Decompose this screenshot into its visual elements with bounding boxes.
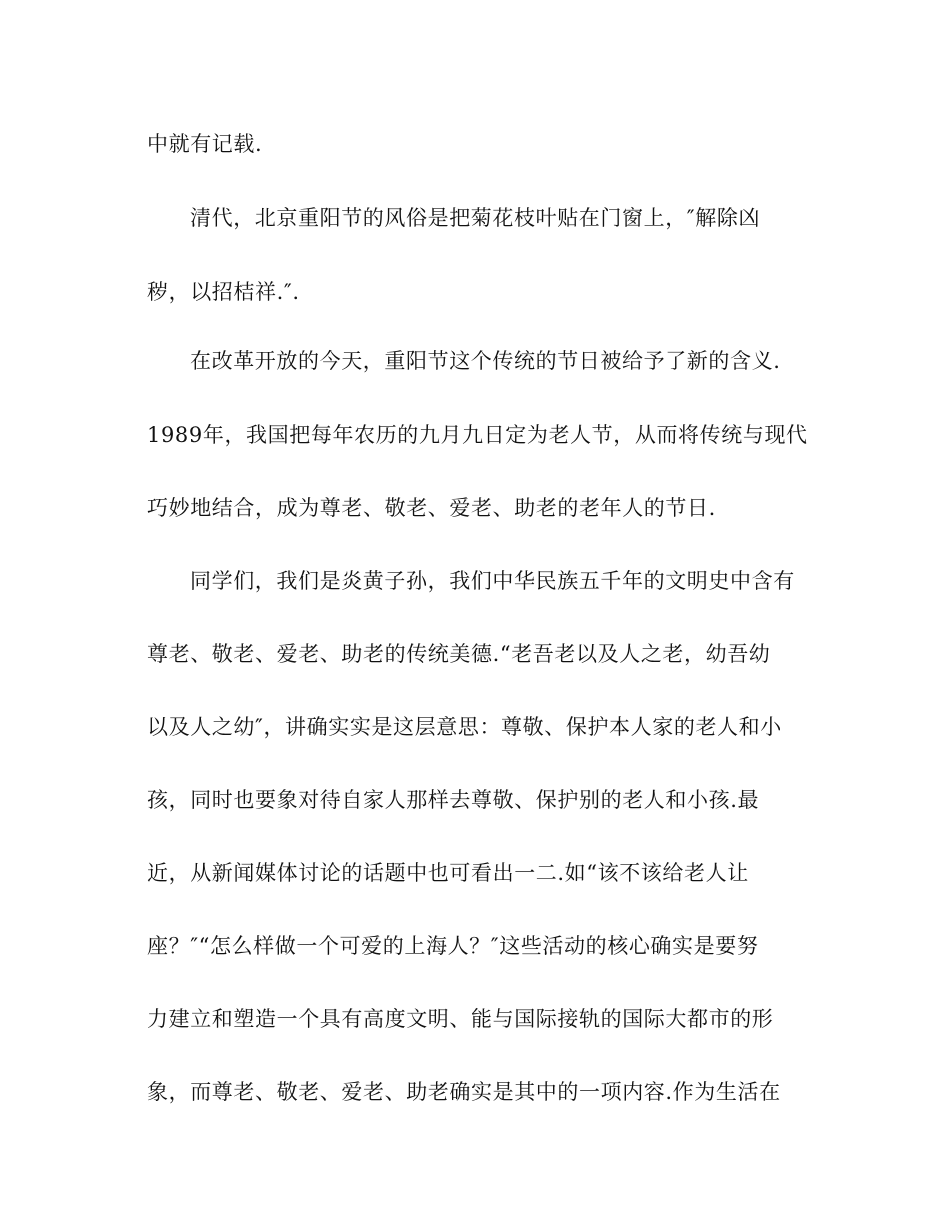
text-line: 象，而尊老、敬老、爱老、助老确实是其中的一项内容.作为生活在 (147, 1080, 781, 1104)
paragraph-start-line: 同学们，我们是炎黄子孙，我们中华民族五千年的文明史中含有 (190, 569, 795, 593)
text-line: 近，从新闻媒体讨论的话题中也可看出一二.如“该不该给老人让 (147, 861, 749, 885)
text-line: 中就有记载. (147, 132, 263, 156)
text-line: 巧妙地结合，成为尊老、敬老、爱老、助老的老年人的节日. (147, 496, 716, 520)
text-line: 力建立和塑造一个具有高度文明、能与国际接轨的国际大都市的形 (147, 1007, 774, 1031)
text-line: 1989年，我国把每年农历的九月九日定为老人节，从而将传统与现代 (147, 423, 808, 447)
text-line: 孩，同时也要象对待自家人那样去尊敬、保护别的老人和小孩.最 (147, 788, 760, 812)
text-line: 秽，以招桔祥.″. (147, 280, 300, 304)
text-line: 以及人之幼″，讲确实实是这层意思：尊敬、保护本人家的老人和小 (147, 715, 782, 739)
text-line: 尊老、敬老、爱老、助老的传统美德.“老吾老以及人之老，幼吾幼 (147, 642, 771, 666)
paragraph-start-line: 清代，北京重阳节的风俗是把菊花枝叶贴在门窗上，″解除凶 (190, 206, 761, 230)
text-line: 座？″“怎么样做一个可爱的上海人？″这些活动的核心确实是要努 (147, 934, 759, 958)
paragraph-start-line: 在改革开放的今天，重阳节这个传统的节日被给予了新的含义. (190, 349, 781, 373)
